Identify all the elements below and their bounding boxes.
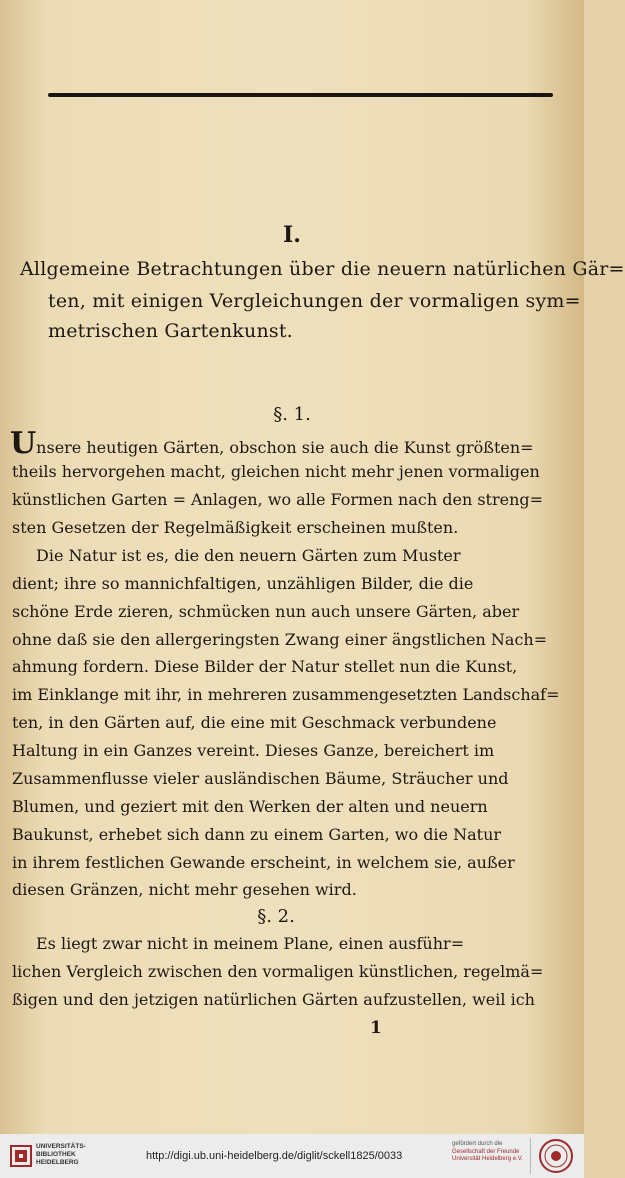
text-line: Baukunst, erhebet sich dann zu einem Garten, wo die Natur <box>12 825 502 844</box>
chapter-title-line: Allgemeine Betrachtungen über die neuern natürlichen Gär= <box>20 258 625 280</box>
text-line: sten Gesetzen der Regelmäßigkeit erscheinen mußten. <box>12 518 459 537</box>
text-line: ohne daß sie den allergeringsten Zwang einer ängstlichen Nach= <box>12 630 548 649</box>
text-line: theils hervorgehen macht, gleichen nicht mehr jenen vormaligen <box>12 462 540 481</box>
text-line: ahmung fordern. Diese Bilder der Natur stellet nun die Kunst, <box>12 657 518 676</box>
permalink-url[interactable]: http://digi.ub.uni-heidelberg.de/diglit/sckell1825/0033 <box>146 1150 403 1162</box>
text-line: Blumen, und geziert mit den Werken der alten und neuern <box>12 797 488 816</box>
university-library-logo-icon <box>10 1143 32 1169</box>
footer-divider <box>530 1138 531 1174</box>
text-line: Die Natur ist es, die den neuern Gärten zum Muster <box>36 546 461 565</box>
text-line: lichen Vergleich zwischen den vormaligen künstlichen, regelmä= <box>12 962 544 981</box>
chapter-title-line: ten, mit einigen Vergleichungen der vormaligen sym= <box>48 290 581 312</box>
viewer-footer <box>0 1134 584 1178</box>
text-line: Es liegt zwar nicht in meinem Plane, einen ausführ= <box>36 934 465 953</box>
text-line: künstlichen Garten = Anlagen, wo alle Formen nach den streng= <box>12 490 544 509</box>
text-line: in ihrem festlichen Gewande erscheint, in welchem sie, außer <box>12 853 515 872</box>
section-heading: §. 2. <box>257 906 295 927</box>
text-line: Haltung in ein Ganzes vereint. Dieses Ganze, bereichert im <box>12 741 495 760</box>
text-line: dient; ihre so mannichfaltigen, unzähligen Bilder, die die <box>12 574 474 593</box>
text-line: schöne Erde zieren, schmücken nun auch unsere Gärten, aber <box>12 602 520 621</box>
text-line: diesen Gränzen, nicht mehr gesehen wird. <box>12 880 357 899</box>
society-seal-icon <box>538 1138 574 1174</box>
chapter-title-line: metrischen Gartenkunst. <box>48 320 293 342</box>
text-line: ten, in den Gärten auf, die eine mit Geschmack verbundene <box>12 713 497 732</box>
library-name: UNIVERSITÄTS- BIBLIOTHEK HEIDELBERG <box>36 1143 86 1166</box>
section-heading: §. 1. <box>273 404 311 425</box>
drop-initial: U <box>10 426 37 461</box>
page-number: 1 <box>370 1018 382 1038</box>
text-line: Zusammenflusse vieler ausländischen Bäume, Sträucher und <box>12 769 509 788</box>
chapter-number: I. <box>283 222 301 248</box>
sponsor-credit: gefördert durch die Gesellschaft der Freunde Universität Heidelberg e.V. <box>452 1141 523 1162</box>
text-line: ßigen und den jetzigen natürlichen Gärten aufzustellen, weil ich <box>12 990 535 1009</box>
header-rule <box>48 93 553 97</box>
text-line: im Einklange mit ihr, in mehreren zusammengesetzten Landschaf= <box>12 685 560 704</box>
text-line: Unsere heutigen Gärten, obschon sie auch die Kunst größten= <box>10 426 534 461</box>
